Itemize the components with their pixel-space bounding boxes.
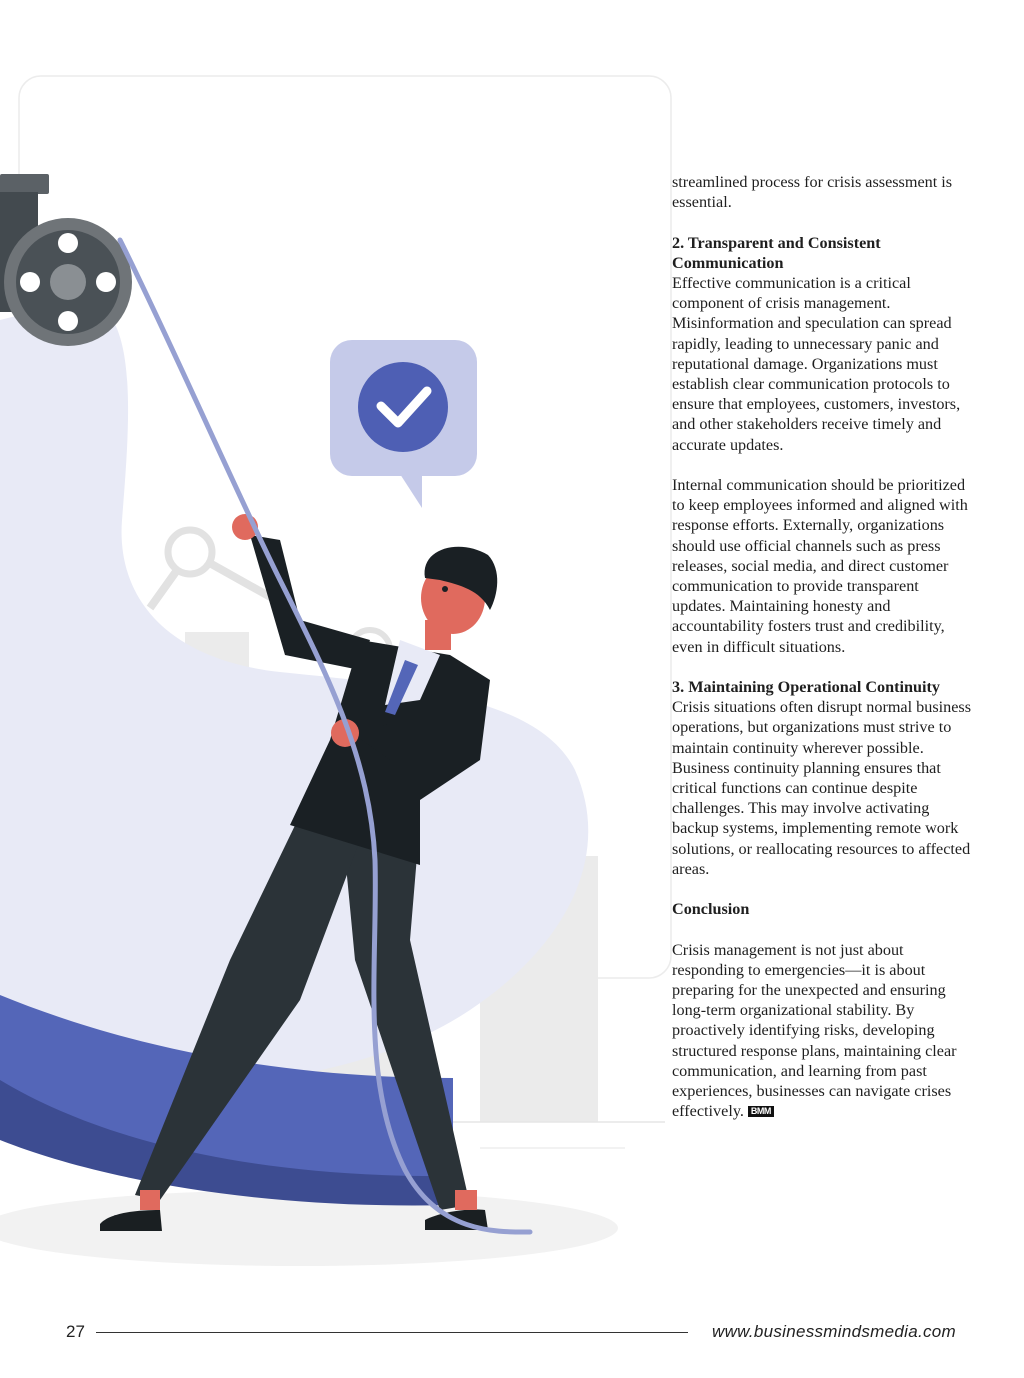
section-3-paragraph-1: Crisis situations often disrupt normal business operations, but organizations must strive to maintain continuity wherever possible. Business continuity planning ensures that critical functions can continue despite challenges. This may involve activating backup systems, implementing remote work solutions, or reallocating resources to affected areas. (672, 698, 972, 878)
intro-paragraph: streamlined process for crisis assessment is essential. (672, 173, 953, 212)
section-2-heading: 2. Transparent and Consistent Communication (672, 233, 881, 272)
conclusion-heading: Conclusion (672, 900, 750, 919)
footer-divider (96, 1332, 688, 1333)
website-link[interactable]: www.businessmindsmedia.com (712, 1322, 956, 1341)
article-column (672, 172, 972, 1142)
page-footer (0, 1318, 1024, 1348)
conclusion-paragraph (672, 940, 972, 1122)
check-bubble (330, 340, 477, 508)
pulley (0, 174, 132, 346)
page-number: 27 (66, 1322, 85, 1341)
end-mark-logo: BMM (748, 1106, 774, 1117)
section-3-heading: 3. Maintaining Operational Continuity (672, 678, 941, 697)
section-2-paragraph-2: Internal communication should be prioritized to keep employees informed and aligned with response efforts. Externally, organizations should use official channels such as press releases, social media, and direct customer communication to provide transparent updates. Maintaining honesty and accountability fosters trust and credibility, even in difficult situations. (672, 476, 968, 656)
conclusion-text: Crisis management is not just about responding to emergencies—it is about preparing for the unexpected and ensuring long-term organizational stability. By proactively identifying risks, developing structured response plans, maintaining clear communication, and learning from past experiences, businesses can navigate crises effectively. (672, 940, 957, 1121)
section-2-paragraph-1: Effective communication is a critical component of crisis management. Misinformation and speculation can spread rapidly, leading to unnecessary panic and reputational damage. Organizations must establish clear communication protocols to ensure that employees, customers, investors, and other stakeholders receive timely and accurate updates. (672, 274, 961, 454)
